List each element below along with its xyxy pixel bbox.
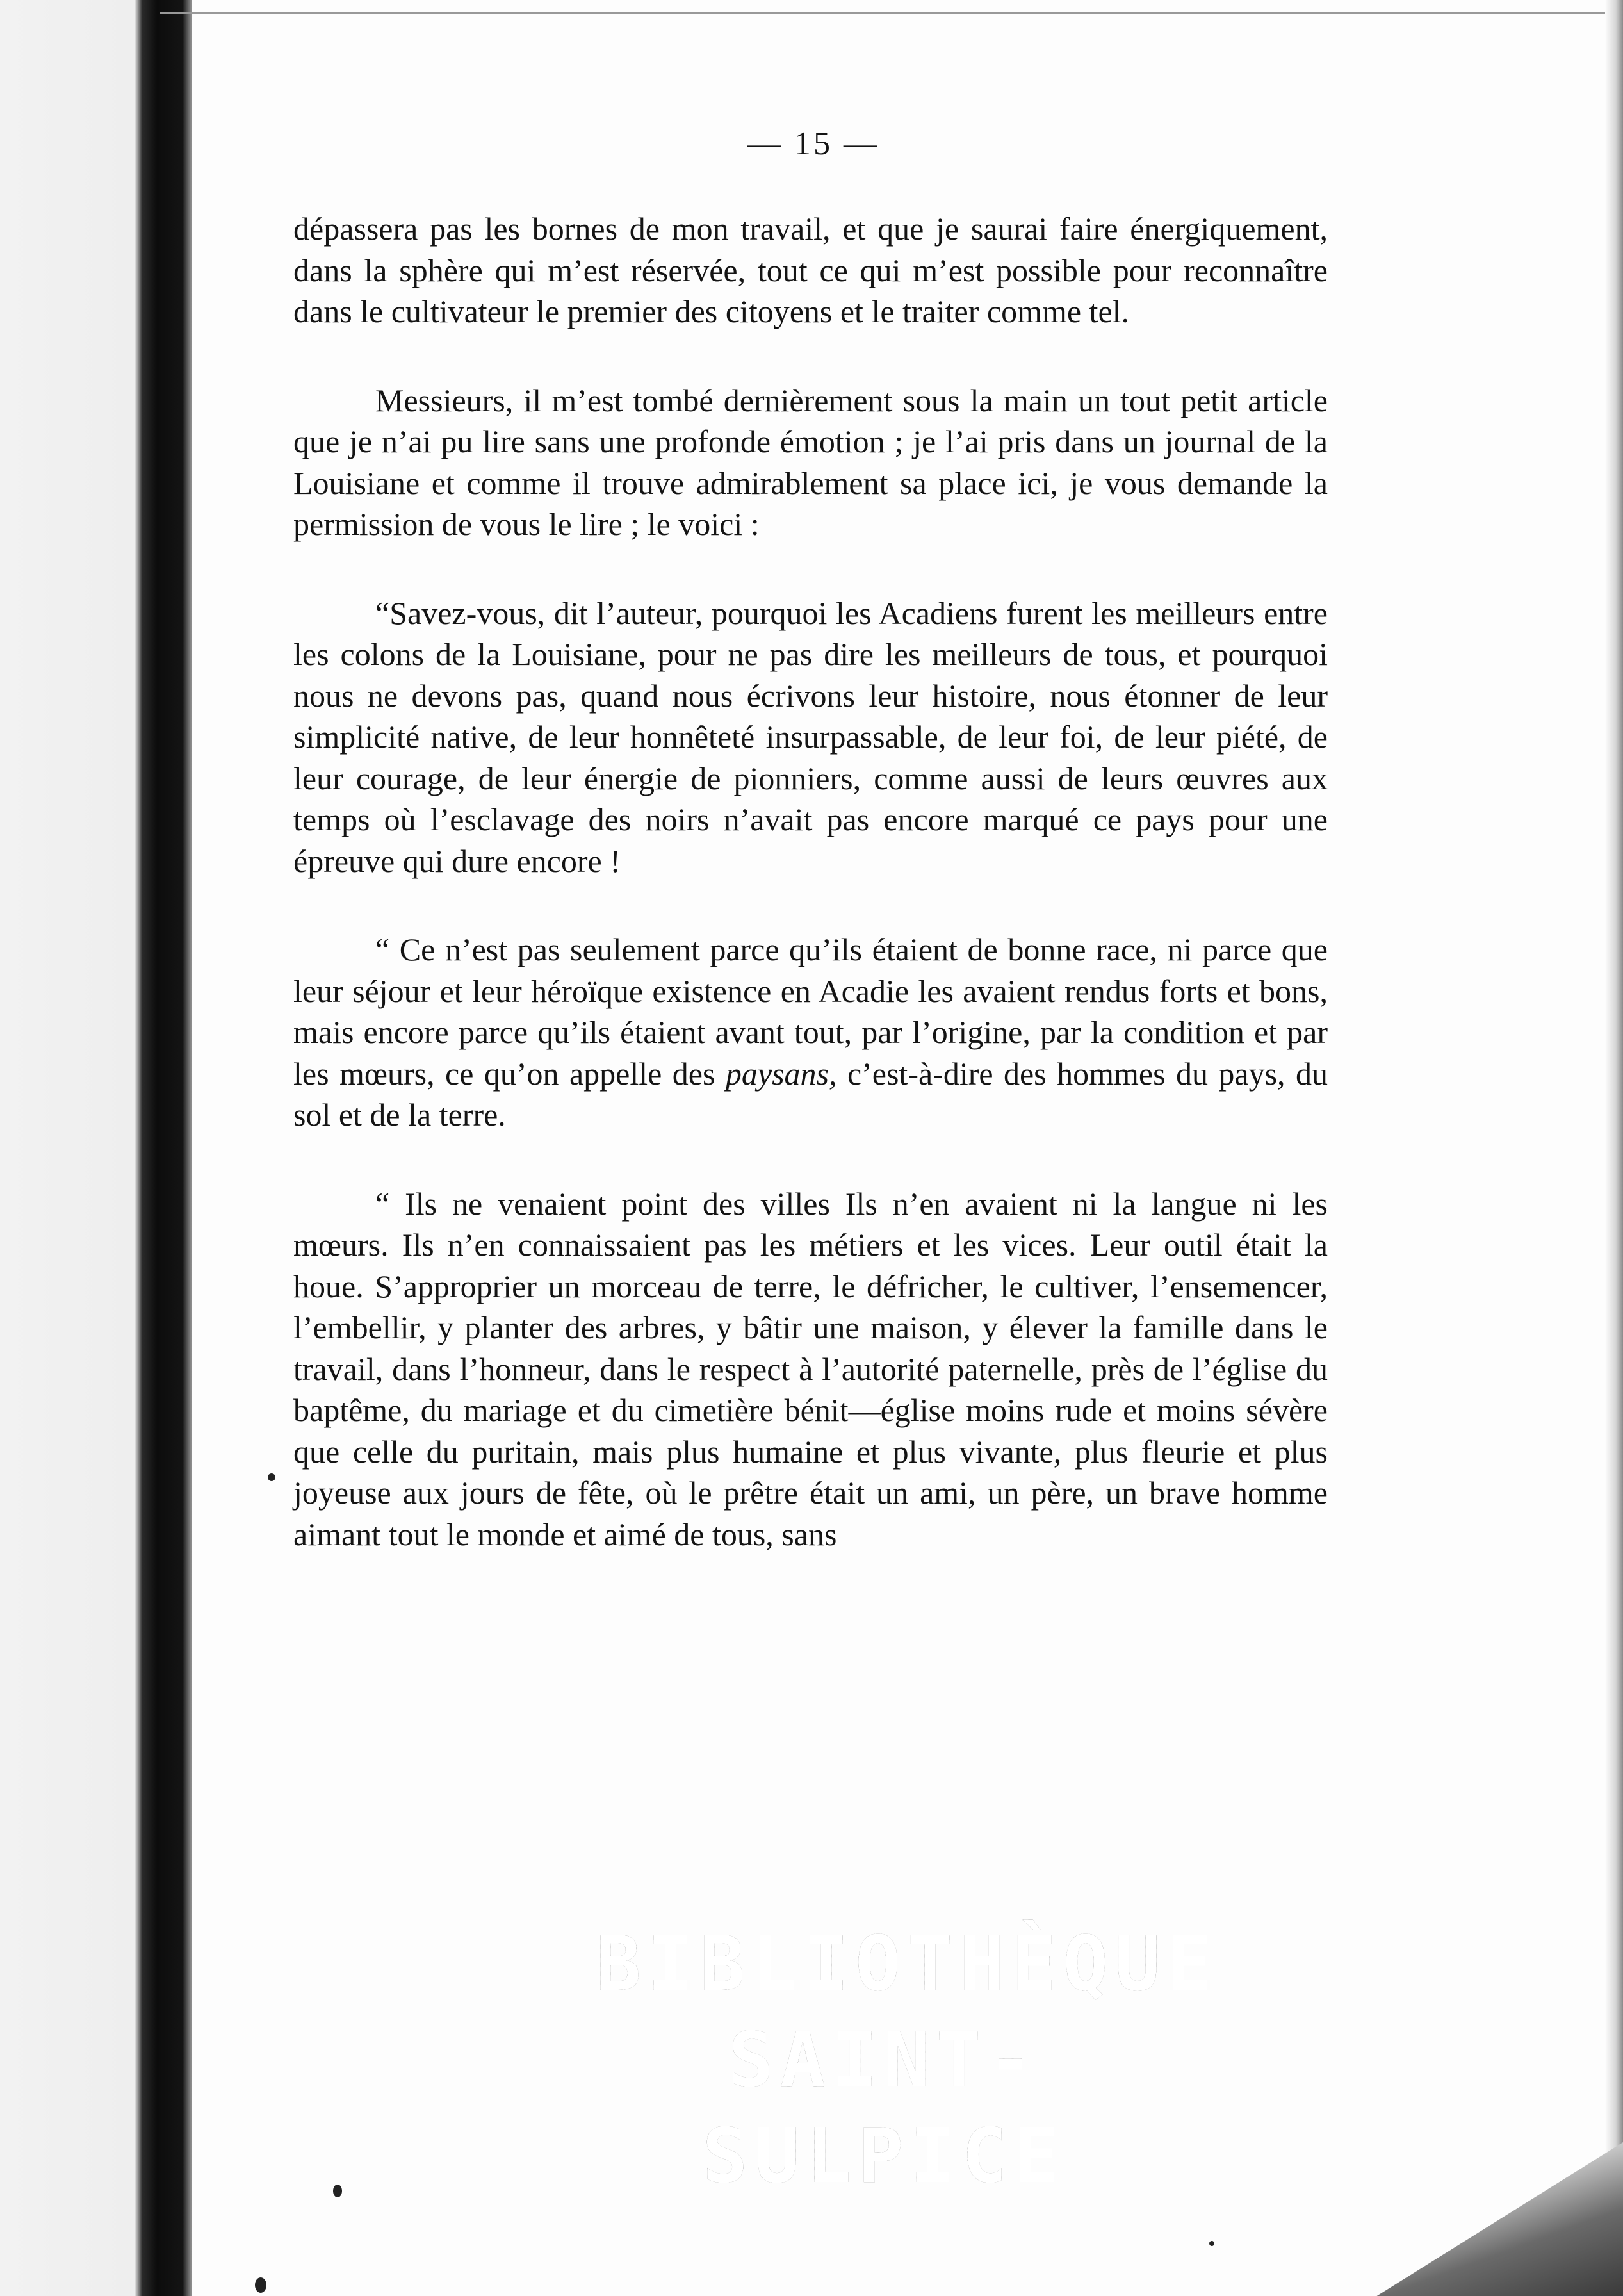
stamp-line-1: BIBLIOTHÈQUE: [596, 1915, 1172, 2012]
ink-speck: [333, 2185, 342, 2197]
perforated-library-stamp: [596, 1915, 1219, 2204]
paragraph-4-italic: paysans,: [725, 1055, 837, 1092]
paragraph-1: dépassera pas les bornes de mon travail, et que je saurai faire énergiquement, dans la sphère qui m’est réservée, tout ce qui m’est possible pour reconnaître dans le cultivateur le premier des citoyens et le traiter comme tel.: [293, 211, 1328, 329]
page-right-edge: [1605, 0, 1623, 2296]
paragraph-3: “Savez-vous, dit l’auteur, pourquoi les Acadiens furent les meilleurs entre les colons de la Louisiane, pour ne pas dire les meilleurs de tous, et pourquoi nous ne devons pas, quand nous écrivons leur histoire, nous étonner de leur simplicité native, de leur honnêteté insurpassable, de leur foi, de leur piété, de leur courage, de leur énergie de pionniers, comme aussi de leurs œuvres aux temps où l’esclavage des noirs n’avait pas encore marqué ce pays pour une épreuve qui dure encore !: [293, 594, 1328, 879]
paragraph-4-text: “ Ce n’est pas seulement parce qu’ils étaient de bonne race, ni parce que leur séjour et leur héroïque existence en Acadie les avaient rendus forts et bons, mais encore parce qu’ils étaient avant tout, par l’origine, par la condition et par les mœurs, ce qu’on appelle des: [293, 931, 1328, 1092]
ink-speck: [1209, 2241, 1214, 2246]
paragraph-4-end: c’est-à-dire des hommes du pays, du sol et de la terre.: [293, 1055, 1328, 1133]
paragraph-5: “ Ils ne venaient point des villes Ils n’en avaient ni la langue ni les mœurs. Ils n’en connaissaient pas les métiers et les vices. Leur outil était la houe. S’approprier un morceau de terre, le défricher, le cultiver, l’ensemencer, l’embellir, y planter des arbres, y bâtir une maison, y élever la famille dans le travail, dans l’honneur, dans le respect à l’autorité paternelle, près de l’église du baptême, du mariage et du cimetière bénit—église moins rude et moins sévère que celle du puritain, mais plus humaine et plus vivante, plus fleurie et plus joyeuse aux jours de fête, où le prêtre était un ami, un père, un brave homme aimant tout le monde et aimé de tous, sans: [293, 1185, 1328, 1552]
stamp-line-2: SAINT-SULPICE: [596, 2012, 1172, 2204]
page-top-edge: [160, 12, 1623, 14]
body-text: [293, 208, 1328, 1555]
paragraph-4: [293, 929, 1328, 1136]
book-binding: [0, 0, 192, 2296]
ink-speck: [255, 2277, 266, 2293]
page-number: — 15 —: [747, 126, 879, 162]
paragraph-2: Messieurs, il m’est tombé dernièrement sous la main un tout petit article que je n’ai pu lire sans une profonde émotion ; je l’ai pris dans un journal de la Louisiane et comme il trouve admirablement sa place ici, je vous demande la permission de vous le lire ; le voici :: [293, 382, 1328, 542]
ink-speck: [268, 1473, 275, 1481]
